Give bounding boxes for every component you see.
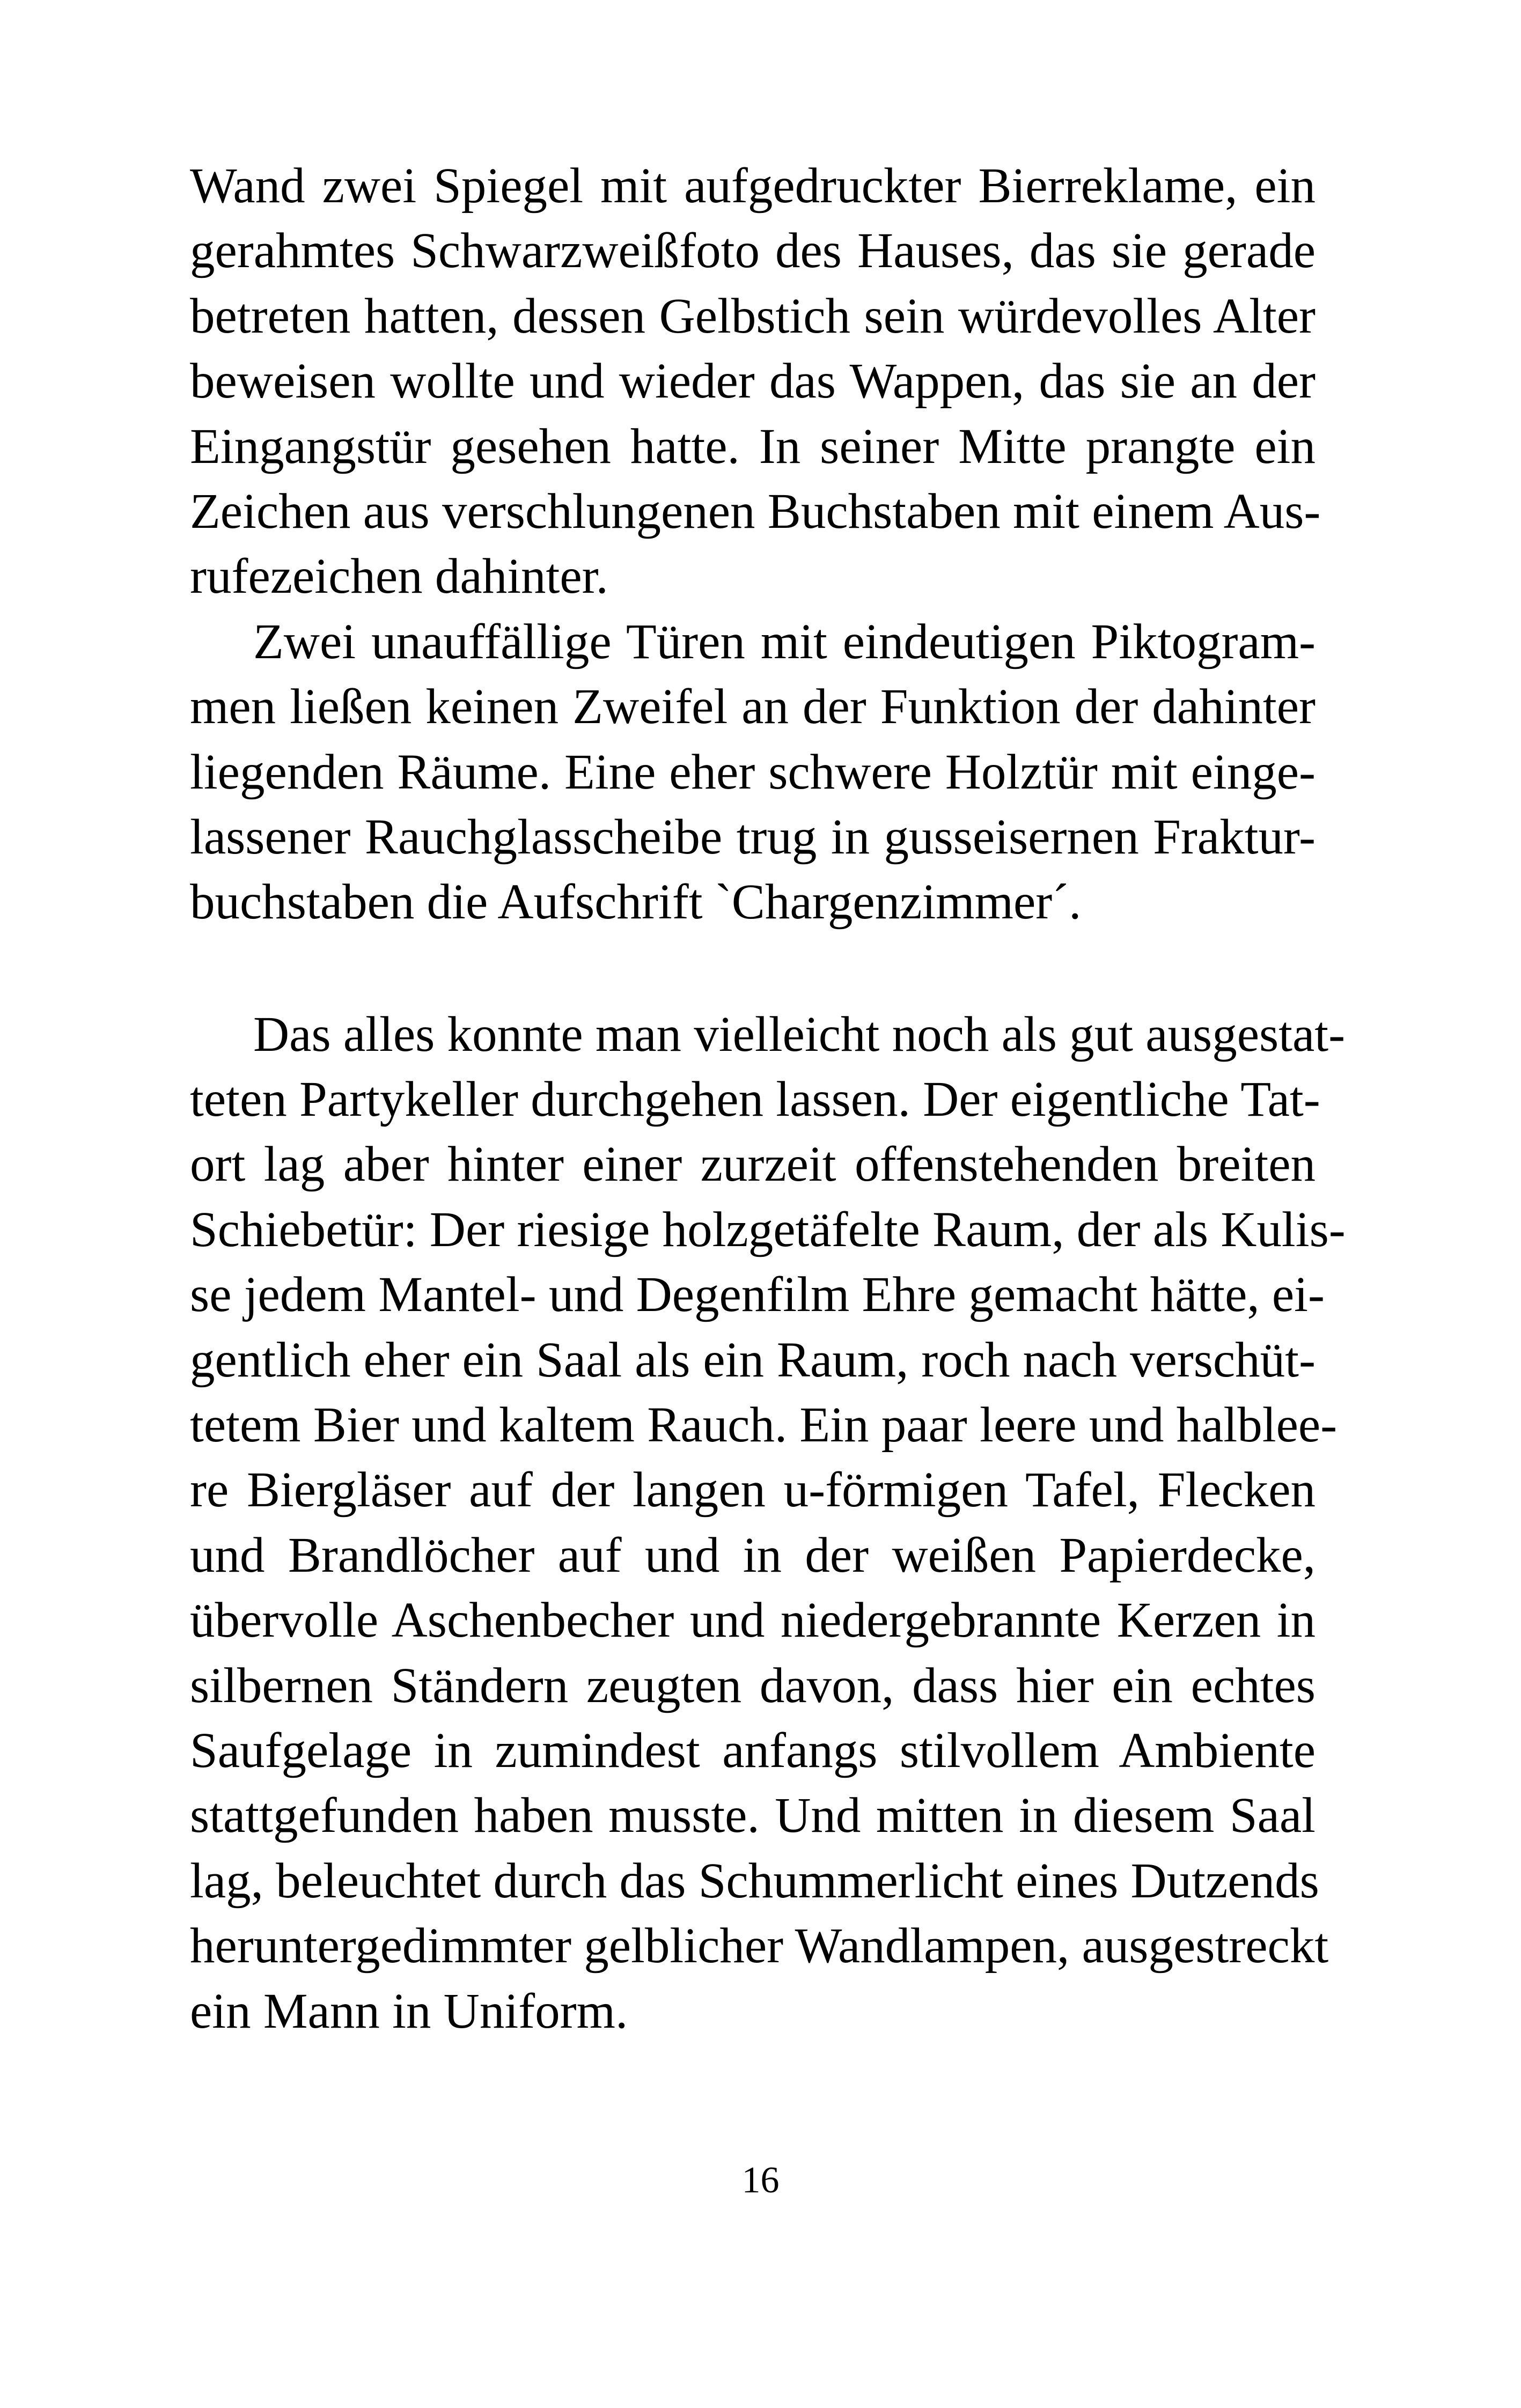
text-line: betreten hatten, dessen Gelbstich sein würdevolles Alter	[190, 288, 1316, 344]
text-line: ort lag aber hinter einer zurzeit offenstehenden breiten	[190, 1137, 1316, 1192]
text-line: teten Partykeller durchgehen lassen. Der eigentliche Tat-	[190, 1072, 1320, 1128]
paragraph-1	[190, 153, 1321, 609]
body-text	[190, 153, 1346, 2044]
text-line: gerahmtes Schwarzweißfoto des Hauses, das sie gerade	[190, 223, 1316, 279]
paragraph-3	[190, 1002, 1346, 2044]
text-line: Zeichen aus verschlungenen Buchstaben mit einem Aus-	[190, 483, 1321, 539]
text-line: buchstaben die Aufschrift `Chargenzimmer´.	[190, 874, 1082, 930]
text-line: stattgefunden haben musste. Und mitten in diesem Saal	[190, 1788, 1316, 1844]
text-line: ein Mann in Uniform.	[190, 1983, 628, 2039]
text-line: Schiebetür: Der riesige holzgetäfelte Raum, der als Kulis-	[190, 1202, 1346, 1257]
text-line: tetem Bier und kaltem Rauch. Ein paar leere und halblee-	[190, 1397, 1338, 1453]
text-line: Saufgelage in zumindest anfangs stilvollem Ambiente	[190, 1722, 1316, 1778]
text-line: rufezeichen dahinter.	[190, 549, 608, 605]
text-line: Wand zwei Spiegel mit aufgedruckter Bierreklame, ein	[190, 158, 1316, 213]
text-line: übervolle Aschenbecher und niedergebrannte Kerzen in	[190, 1593, 1316, 1648]
text-line: se jedem Mantel- und Degenfilm Ehre gemacht hätte, ei-	[190, 1267, 1325, 1323]
text-line: gentlich eher ein Saal als ein Raum, roch nach verschüt-	[190, 1332, 1316, 1388]
paragraph-2	[190, 609, 1316, 935]
text-line: Das alles konnte man vielleicht noch als gut ausgestat-	[253, 1006, 1346, 1062]
text-line: lag, beleuchtet durch das Schummerlicht eines Dutzends	[190, 1853, 1319, 1909]
text-line: Eingangstür gesehen hatte. In seiner Mitte prangte ein	[190, 418, 1316, 474]
text-line: heruntergedimmter gelblicher Wandlampen, ausgestreckt	[190, 1918, 1329, 1974]
text-line: lassener Rauchglasscheibe trug in gusseisernen Fraktur-	[190, 809, 1316, 865]
text-line: silbernen Ständern zeugten davon, dass hier ein echtes	[190, 1658, 1316, 1713]
text-line: beweisen wollte und wieder das Wappen, das sie an der	[190, 354, 1316, 409]
text-line: men ließen keinen Zweifel an der Funktion der dahinter	[190, 679, 1316, 735]
text-line: Zwei unauffällige Türen mit eindeutigen Piktogram-	[253, 614, 1316, 669]
text-line: liegenden Räume. Eine eher schwere Holztür mit einge-	[190, 744, 1316, 800]
text-line: und Brandlöcher auf und in der weißen Papierdecke,	[190, 1527, 1316, 1583]
section-break	[190, 935, 1316, 1002]
page-number: 16	[741, 2160, 780, 2201]
text-line: re Biergläser auf der langen u-förmigen Tafel, Flecken	[190, 1462, 1316, 1518]
